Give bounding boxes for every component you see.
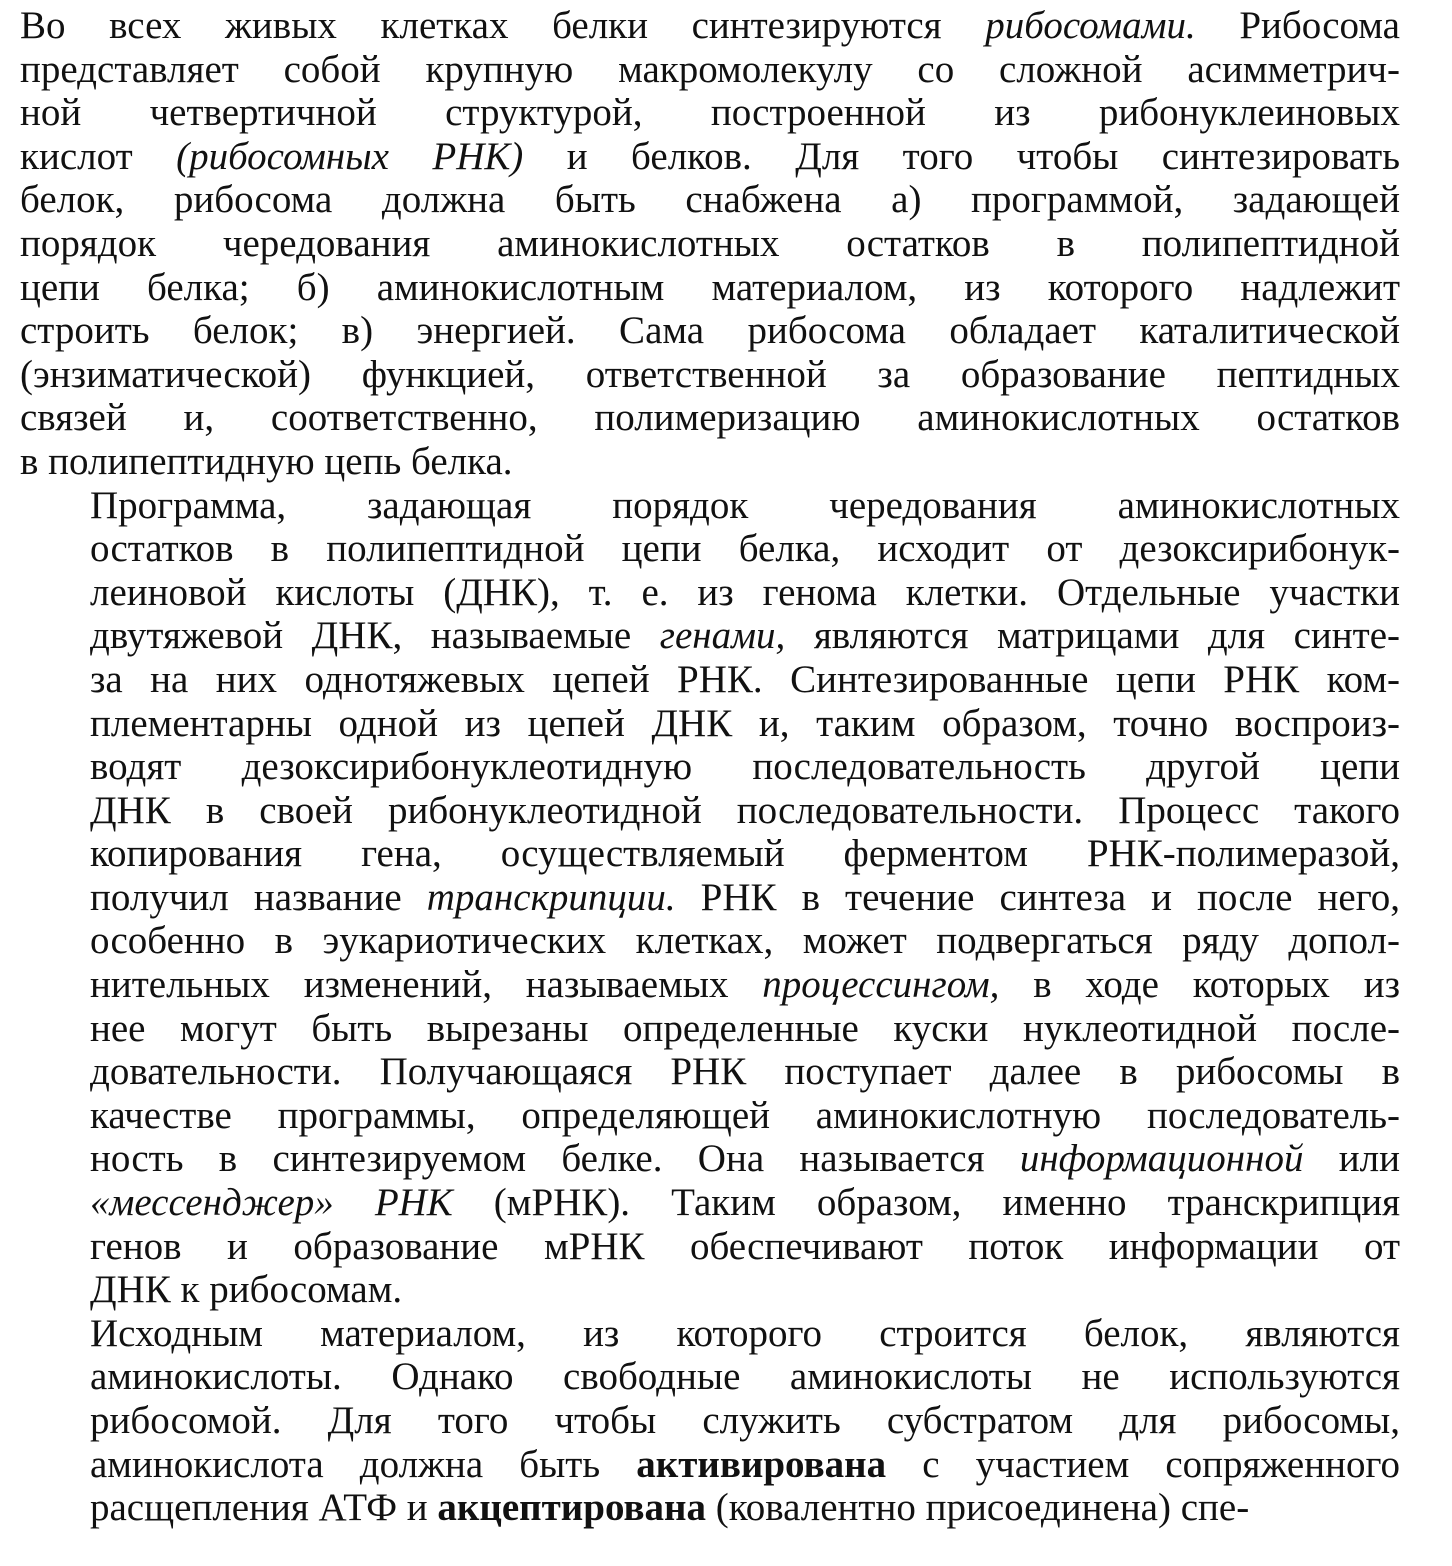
text-run: Рибосома (1195, 4, 1400, 47)
text-run: Программа, задающая порядок чередования аминокислотных (90, 483, 1400, 527)
text-run: копирования гена, осуществляемый ферментом РНК-полимеразой, (90, 832, 1400, 876)
text-line (20, 353, 1400, 397)
italic-term: информационной (1019, 1137, 1304, 1181)
text-run: являются матрицами для синте- (785, 614, 1401, 658)
text-line (20, 745, 1400, 789)
text-run: получил название (90, 875, 427, 919)
text-line (20, 1094, 1400, 1138)
text-line (20, 222, 1400, 266)
text-run: аминокислоты. Однако свободные аминокислоты не используются (90, 1355, 1400, 1399)
text-line (20, 1050, 1400, 1094)
text-run: связей и, соответственно, полимеризацию аминокислотных остатков (20, 396, 1400, 440)
text-run: нее могут быть вырезаны определенные куски нуклеотидной после- (90, 1006, 1400, 1050)
text-run: генов и образование мРНК обеспечивают поток информации от (90, 1224, 1400, 1268)
italic-term: «мессенджер» РНК (90, 1181, 453, 1225)
text-run: расщепления АТФ и (90, 1486, 438, 1530)
text-line (20, 135, 1400, 179)
text-run: за на них однотяжевых цепей РНК. Синтезированные цепи РНК ком- (90, 657, 1400, 701)
italic-term: транскрипции. (426, 875, 676, 919)
text-line (20, 4, 1400, 48)
text-run: представляет собой крупную макромолекулу со сложной асимметрич- (20, 47, 1400, 91)
text-run: ДНК к рибосомам. (90, 1268, 403, 1312)
text-run: кислот (20, 134, 177, 178)
text-line (20, 396, 1400, 440)
text-run: водят дезоксирибонуклеотидную последовательность другой цепи (90, 745, 1400, 789)
text-run: порядок чередования аминокислотных остатков в полипептидной (20, 221, 1400, 265)
text-run: аминокислота должна быть (90, 1442, 637, 1486)
text-line (20, 1225, 1400, 1269)
text-line (20, 1137, 1400, 1181)
text-run: двутяжевой ДНК, называемые (90, 614, 660, 658)
text-line (20, 309, 1400, 353)
italic-term: (рибосомных РНК) (176, 134, 524, 178)
text-line (20, 658, 1400, 702)
text-line (20, 876, 1400, 920)
text-run: РНК в течение синтеза и после него, (675, 875, 1400, 919)
text-run: (мРНК). Таким образом, именно транскрипция (452, 1181, 1401, 1225)
text-line (20, 1399, 1400, 1443)
text-run: или (1303, 1137, 1400, 1181)
text-run: строить белок; в) энергией. Сама рибосома обладает каталитической (20, 309, 1400, 353)
text-run: рибосомой. Для того чтобы служить субстратом для рибосомы, (90, 1399, 1400, 1442)
text-line (20, 702, 1400, 746)
text-run: (ковалентно присоединена) спе- (706, 1486, 1250, 1530)
text-line (20, 1268, 1400, 1312)
bold-term: активирована (636, 1442, 887, 1486)
text-line (20, 571, 1400, 615)
text-run: довательности. Получающаяся РНК поступает далее в рибосомы в (90, 1050, 1400, 1094)
text-page (20, 4, 1400, 1530)
italic-term: генами, (659, 614, 786, 658)
text-line (20, 527, 1400, 571)
paragraph-3 (20, 1312, 1400, 1530)
text-line (20, 963, 1400, 1007)
text-run: ность в синтезируемом белке. Она называется (90, 1137, 1020, 1181)
text-run: плементарны одной из цепей ДНК и, таким образом, точно воспроиз- (90, 701, 1400, 745)
text-line (20, 178, 1400, 222)
bold-term: акцептирована (437, 1486, 707, 1530)
text-run: в ходе которых из (999, 963, 1401, 1007)
italic-term: процессингом, (762, 963, 1000, 1007)
text-line (20, 1181, 1400, 1225)
text-run: цепи белка; б) аминокислотным материалом, из которого надлежит (20, 265, 1400, 309)
paragraph-2 (20, 484, 1400, 1312)
text-line (20, 1486, 1400, 1530)
text-line (20, 919, 1400, 963)
text-run: Исходным материалом, из которого строится белок, являются (90, 1311, 1400, 1355)
text-run: качестве программы, определяющей аминокислотную последователь- (90, 1093, 1400, 1137)
text-run: ДНК в своей рибонуклеотидной последовательности. Процесс такого (90, 788, 1400, 832)
paragraph-1 (20, 4, 1400, 484)
text-line (20, 789, 1400, 833)
text-run: Во всех живых клетках белки синтезируются (20, 4, 986, 47)
text-run: особенно в эукариотических клетках, может подвергаться ряду допол- (90, 919, 1400, 963)
text-run: ной четвертичной структурой, построенной из рибонуклеиновых (20, 91, 1400, 135)
text-run: нительных изменений, называемых (90, 963, 763, 1007)
text-run: в полипептидную цепь белка. (20, 439, 513, 483)
text-line (20, 48, 1400, 92)
text-run: леиновой кислоты (ДНК), т. е. из генома клетки. Отдельные участки (90, 570, 1400, 614)
text-line (20, 1007, 1400, 1051)
text-line (20, 832, 1400, 876)
text-line (20, 91, 1400, 135)
text-line (20, 614, 1400, 658)
text-run: с участием сопряженного (886, 1442, 1400, 1486)
italic-term: рибосомами. (985, 4, 1196, 47)
text-line (20, 1355, 1400, 1399)
text-line (20, 1312, 1400, 1356)
text-run: остатков в полипептидной цепи белка, исходит от дезоксирибонук- (90, 527, 1400, 571)
text-line (20, 440, 1400, 484)
text-line (20, 1443, 1400, 1487)
text-line (20, 266, 1400, 310)
text-run: и белков. Для того чтобы синтезировать (523, 134, 1400, 178)
text-line (20, 484, 1400, 528)
text-run: белок, рибосома должна быть снабжена а) программой, задающей (20, 178, 1400, 222)
text-run: (энзиматической) функцией, ответственной за образование пептидных (20, 352, 1400, 396)
